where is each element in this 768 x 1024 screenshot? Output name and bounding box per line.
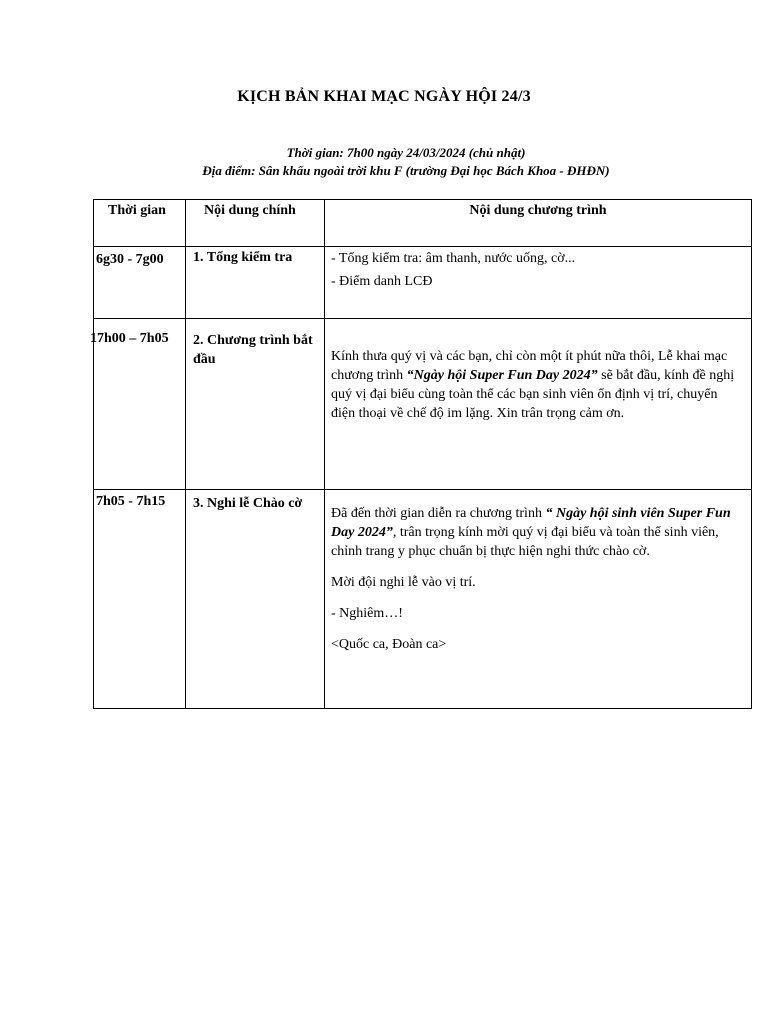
program-paragraph: Mời đội nghi lễ vào vị trí. (331, 575, 476, 590)
header-time: Thời gian (94, 200, 186, 247)
main-content-cell: 2. Chương trình bắt đầu (186, 319, 325, 490)
program-text: Đã đến thời gian diễn ra chương trình (331, 506, 546, 521)
time-cell: 7h05 - 7h15 (94, 490, 186, 709)
program-paragraph (331, 349, 734, 421)
header-program-content: Nội dung chương trình (325, 200, 752, 247)
main-content-cell: 3. Nghi lễ Chào cờ (186, 490, 325, 709)
program-content-cell (325, 490, 752, 709)
program-line: - Điểm danh LCĐ (331, 274, 433, 289)
time-text: 17h00 – 7h05 (90, 331, 169, 346)
time-cell (90, 319, 186, 490)
table-row (94, 247, 752, 319)
table-row (94, 490, 752, 709)
program-line: - Tổng kiểm tra: âm thanh, nước uống, cờ... (331, 251, 576, 266)
program-table (90, 199, 752, 709)
time-cell: 6g30 - 7g00 (94, 247, 186, 319)
event-time: Thời gian: 7h00 ngày 24/03/2024 (chủ nhật) (286, 145, 526, 160)
program-paragraph (331, 504, 745, 561)
program-emphasis: “Ngày hội Super Fun Day 2024” (406, 368, 598, 383)
table-header-row (94, 200, 752, 247)
program-emphasis: “ Ngày hội sinh viên Super Fun Day 2024” (331, 506, 731, 540)
program-text: sẽ bắt đầu, kính đề nghị quý vị đại biểu cùng toàn thể các bạn sinh viên ổn định vị trí, chuyển điện thoại về chế độ im lặng. Xin trân trọng cảm ơn. (331, 368, 735, 421)
program-paragraph: - Nghiêm…! (331, 606, 403, 621)
event-location: Địa điểm: Sân khấu ngoài trời khu F (trường Đại học Bách Khoa - ĐHĐN) (202, 163, 610, 178)
program-content-cell (325, 247, 752, 319)
program-content-cell (325, 319, 752, 490)
header-main-content: Nội dung chính (186, 200, 325, 247)
program-text: Kính thưa quý vị và các bạn, chỉ còn một ít phút nữa thôi, Lễ khai mạc chương trình (331, 349, 728, 383)
program-text: , trân trọng kính mời quý vị đại biểu và toàn thể sinh viên, chỉnh trang y phục chuẩn bị thực hiện nghi thức chào cờ. (331, 525, 719, 559)
document-title: KỊCH BẢN KHAI MẠC NGÀY HỘI 24/3 (237, 88, 531, 105)
program-paragraph: <Quốc ca, Đoàn ca> (331, 637, 447, 652)
main-content-cell: 1. Tổng kiểm tra (186, 247, 325, 319)
table-row (94, 319, 752, 490)
